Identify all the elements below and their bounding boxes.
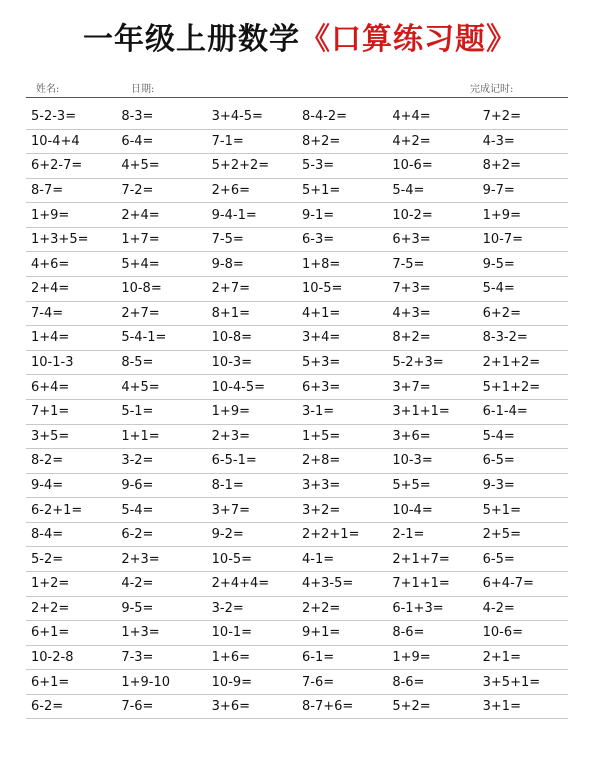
problem-cell: 5-1= (121, 404, 154, 420)
problem-cell: 1+4= (31, 330, 70, 346)
problem-cell: 9-6= (121, 477, 154, 493)
problem-row (26, 326, 568, 351)
problem-cell: 6-1-4= (482, 404, 528, 420)
problem-cell: 2+3= (121, 551, 160, 567)
problem-row (26, 130, 568, 155)
problem-cell: 9-2= (211, 527, 244, 543)
problem-cell: 9-4-1= (211, 207, 257, 223)
problem-cell: 5-3= (301, 158, 335, 174)
problem-cell: 8+2= (392, 330, 431, 346)
problem-row (26, 105, 568, 130)
time-label: 完成记时: (470, 84, 514, 95)
problem-cell: 9-7= (482, 183, 515, 199)
problem-cell: 5+3= (301, 355, 341, 371)
problem-cell: 7+2= (482, 109, 521, 125)
problem-cell: 6-5-1= (211, 453, 257, 469)
problem-cell: 5+2= (392, 699, 431, 715)
problem-cell: 1+8= (301, 256, 341, 272)
problem-cell: 9+1= (301, 625, 341, 641)
problem-cell: 10-1= (211, 625, 253, 641)
problem-row (26, 695, 568, 720)
problem-cell: 5+1= (301, 183, 341, 199)
problem-cell: 5-2= (31, 551, 64, 567)
problem-cell: 3+5+1= (482, 674, 541, 690)
problem-cell: 5+1+2= (482, 379, 541, 395)
problem-cell: 2+6= (211, 183, 250, 199)
problem-cell: 1+9-10 (121, 674, 170, 690)
problem-cell: 2+3= (211, 428, 250, 444)
problem-row (26, 621, 568, 646)
problem-cell: 8-6= (392, 674, 425, 690)
problem-row (26, 154, 568, 179)
problem-cell: 10-4= (392, 502, 433, 518)
problem-cell: 10-5= (301, 281, 343, 297)
problem-cell: 3+2= (301, 502, 341, 518)
problem-cell: 3+6= (392, 428, 431, 444)
problem-cell: 6+4= (31, 379, 70, 395)
problem-cell: 8-7+6= (301, 699, 354, 715)
problem-row (26, 670, 568, 695)
problem-row (26, 597, 568, 622)
problem-row (26, 351, 568, 376)
problem-cell: 2-1= (392, 527, 425, 543)
problem-cell: 3+4-5= (211, 109, 263, 125)
problem-cell: 3+7= (392, 379, 431, 395)
problem-cell: 2+4+4= (211, 576, 270, 592)
problem-cell: 10-4-5= (211, 379, 266, 395)
problem-cell: 2+5= (482, 527, 521, 543)
problem-cell: 6+3= (392, 232, 431, 248)
problem-cell: 8-4= (31, 527, 64, 543)
problem-cell: 2+8= (301, 453, 341, 469)
problem-cell: 2+7= (211, 281, 250, 297)
problem-cell: 2+7= (121, 305, 160, 321)
problem-cell: 3-2= (121, 453, 154, 469)
problem-cell: 5-4= (482, 428, 515, 444)
problem-cell: 5+2+2= (211, 158, 270, 174)
problem-cell: 3+1+1= (392, 404, 450, 420)
problem-cell: 10-3= (211, 355, 253, 371)
problem-cell: 7-2= (121, 183, 154, 199)
problem-cell: 9-5= (121, 600, 154, 616)
problem-cell: 8-4-2= (301, 109, 348, 125)
title-main: 一年级上册数学 (83, 22, 300, 57)
problem-cell: 8-7= (31, 183, 64, 199)
problem-row (26, 203, 568, 228)
problem-cell: 3+3= (301, 477, 341, 493)
problem-cell: 6-2= (31, 699, 64, 715)
problem-cell: 5+4= (121, 256, 160, 272)
problem-cell: 6+4-7= (482, 576, 534, 592)
problem-cell: 9-5= (482, 256, 515, 272)
problem-cell: 8-2= (31, 453, 64, 469)
problem-cell: 3+6= (211, 699, 250, 715)
problem-cell: 10-2-8 (31, 650, 74, 665)
problem-cell: 1+9= (211, 404, 250, 420)
problem-row (26, 646, 568, 671)
problem-cell: 7-1= (211, 133, 244, 149)
problem-cell: 9-1= (301, 207, 335, 223)
problem-cell: 7+3= (392, 281, 431, 297)
problem-cell: 7-6= (121, 699, 154, 715)
problem-cell: 3+5= (31, 428, 70, 444)
problem-cell: 1+9= (482, 207, 521, 223)
problem-cell: 3+7= (211, 502, 250, 518)
problem-cell: 2+1+2= (482, 355, 541, 371)
problem-cell: 6-1+3= (392, 600, 444, 616)
problem-cell: 1+3= (121, 625, 160, 641)
problem-cell: 4+2= (392, 133, 431, 149)
problem-cell: 8-3= (121, 109, 154, 125)
problem-cell: 1+2= (31, 576, 70, 592)
problem-cell: 3-1= (301, 404, 335, 420)
problem-cell: 2+1+7= (392, 551, 450, 567)
problem-cell: 3-2= (211, 600, 244, 616)
problem-row (26, 474, 568, 499)
problem-cell: 4-3= (482, 133, 515, 149)
problem-cell: 5-2+3= (392, 355, 444, 371)
problem-cell: 4-1= (301, 551, 335, 567)
problem-cell: 4+3-5= (301, 576, 354, 592)
problem-cell: 6+2= (482, 305, 521, 321)
problem-row (26, 523, 568, 548)
problem-cell: 4+4= (392, 109, 431, 125)
problem-cell: 1+6= (211, 650, 250, 665)
problem-cell: 2+2= (301, 600, 341, 616)
problem-cell: 4+3= (392, 305, 431, 321)
problem-row (26, 425, 568, 450)
problem-cell: 7-4= (31, 305, 64, 321)
problem-cell: 6+2-7= (31, 158, 83, 174)
problem-cell: 9-8= (211, 256, 244, 272)
problem-cell: 8+2= (482, 158, 521, 174)
problem-cell: 10-5= (211, 551, 253, 567)
problem-cell: 6+1= (31, 625, 70, 641)
problem-row (26, 572, 568, 597)
problem-row (26, 449, 568, 474)
problem-grid (26, 105, 568, 719)
problem-row (26, 228, 568, 253)
problem-cell: 4+1= (301, 305, 341, 321)
problem-cell: 1+9= (392, 650, 431, 665)
problem-cell: 4+6= (31, 256, 70, 272)
problem-cell: 8-6= (392, 625, 425, 641)
problem-row (26, 252, 568, 277)
problem-cell: 7-3= (121, 650, 154, 665)
problem-row (26, 547, 568, 572)
problem-cell: 3+1= (482, 699, 521, 715)
problem-cell: 10-8= (211, 330, 253, 346)
worksheet-title (0, 14, 600, 58)
problem-row (26, 375, 568, 400)
problem-cell: 7-5= (211, 232, 244, 248)
problem-cell: 8-3-2= (482, 330, 528, 346)
problem-row (26, 179, 568, 204)
problem-cell: 4-2= (482, 600, 515, 616)
problem-row (26, 498, 568, 523)
problem-cell: 5-4= (392, 183, 425, 199)
problem-cell: 8-5= (121, 355, 154, 371)
problem-cell: 10-6= (392, 158, 433, 174)
problem-cell: 2+4= (31, 281, 70, 297)
problem-cell: 2+2= (31, 600, 70, 616)
problem-cell: 2+4= (121, 207, 160, 223)
problem-cell: 10-7= (482, 232, 524, 248)
problem-cell: 6-5= (482, 551, 515, 567)
problem-cell: 4-2= (121, 576, 154, 592)
problem-cell: 10-1-3 (31, 355, 74, 371)
problem-cell: 8+2= (301, 133, 341, 149)
problem-cell: 9-3= (482, 477, 515, 493)
problem-cell: 3+4= (301, 330, 341, 346)
problem-cell: 10-3= (392, 453, 433, 469)
problem-cell: 1+5= (301, 428, 341, 444)
problem-cell: 2+2+1= (301, 527, 360, 543)
header-divider (26, 97, 568, 98)
problem-cell: 7-6= (301, 674, 335, 690)
problem-cell: 6-2= (121, 527, 154, 543)
problem-cell: 6-4= (121, 133, 154, 149)
problem-cell: 5+1= (482, 502, 521, 518)
problem-cell: 10-8= (121, 281, 162, 297)
problem-cell: 10-6= (482, 625, 524, 641)
problem-cell: 8-1= (211, 477, 244, 493)
problem-cell: 7+1= (31, 404, 70, 420)
problem-cell: 4+5= (121, 379, 160, 395)
problem-row (26, 277, 568, 302)
title-accent: 《口算练习题》 (300, 22, 517, 57)
problem-cell: 6-2+1= (31, 502, 83, 518)
problem-cell: 5-4= (482, 281, 515, 297)
problem-row (26, 400, 568, 425)
problem-cell: 10-9= (211, 674, 253, 690)
date-label: 日期: (131, 84, 155, 95)
problem-cell: 1+3+5= (31, 232, 89, 248)
problem-cell: 9-4= (31, 477, 64, 493)
name-label: 姓名: (36, 84, 60, 95)
problem-cell: 2+1= (482, 650, 521, 665)
problem-cell: 5-4= (121, 502, 154, 518)
problem-cell: 10-4+4 (31, 133, 80, 149)
problem-cell: 6-5= (482, 453, 515, 469)
problem-cell: 1+1= (121, 428, 160, 444)
problem-cell: 6-3= (301, 232, 335, 248)
problem-cell: 1+7= (121, 232, 160, 248)
problem-cell: 4+5= (121, 158, 160, 174)
problem-cell: 5-4-1= (121, 330, 167, 346)
problem-cell: 5+5= (392, 477, 431, 493)
problem-cell: 7+1+1= (392, 576, 450, 592)
problem-cell: 8+1= (211, 305, 250, 321)
problem-cell: 5-2-3= (31, 109, 77, 125)
problem-row (26, 302, 568, 327)
problem-cell: 1+9= (31, 207, 70, 223)
problem-cell: 7-5= (392, 256, 425, 272)
problem-cell: 6-1= (301, 650, 335, 665)
problem-cell: 6+1= (31, 674, 70, 690)
problem-cell: 10-2= (392, 207, 433, 223)
problem-cell: 6+3= (301, 379, 341, 395)
